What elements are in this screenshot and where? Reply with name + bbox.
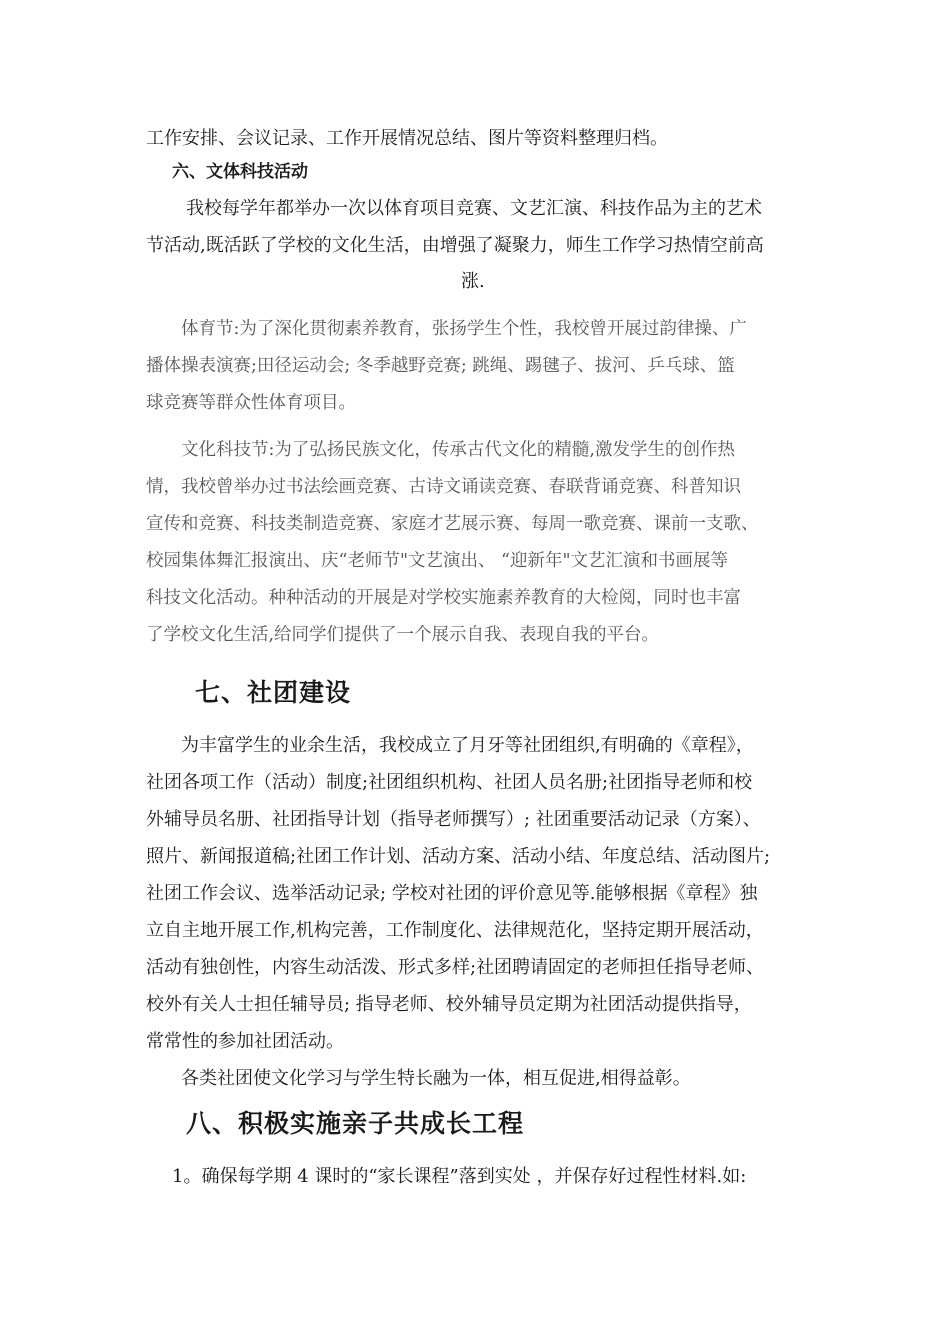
intro-line: 工作安排、会议记录、工作开展情况总结、图片等资料整理归档。 [146,128,668,149]
paragraph-line: 宣传和竞赛、科技类制造竞赛、家庭才艺展示赛、每周一歌竞赛、课前一支歌、 [146,514,759,534]
paragraph-line: 外辅导员名册、社团指导计划（指导老师撰写）; 社团重要活动记录（方案）、 [146,809,761,830]
paragraph-line: 活动有独创性，内容生动活泼、形式多样;社团聘请固定的老师担任指导老师、 [146,957,765,978]
paragraph-line: 文化科技节:为了弘扬民族文化，传承古代文化的精髓,激发学生的创作热 [181,440,735,460]
paragraph-line: 了学校文化生活,给同学们提供了一个展示自我、表现自我的平台。 [146,625,660,645]
paragraph-line: 照片、新闻报道稿;社团工作计划、活动方案、活动小结、年度总结、活动图片; [146,846,771,867]
section8-heading: 八、积极实施亲子共成长工程 [186,1109,525,1138]
paragraph-line: 社团工作会议、选举活动记录; 学校对社团的评价意见等.能够根据《章程》独 [146,883,758,904]
section7-heading: 七、社团建设 [195,678,352,707]
paragraph-line: 节活动,既活跃了学校的文化生活，由增强了凝聚力，师生工作学习热情空前高 [146,235,764,256]
paragraph-line: 我校每学年都举办一次以体育项目竞赛、文艺汇演、科技作品为主的艺术 [186,198,762,219]
paragraph-line: 立自主地开展工作,机构完善，工作制度化、法律规范化，坚持定期开展活动， [146,920,764,941]
paragraph-line: 为丰富学生的业余生活，我校成立了月牙等社团组织,有明确的《章程》， [181,735,754,756]
paragraph-line: 校园集体舞汇报演出、庆“老师节"文艺演出、 “迎新年"文艺汇演和书画展等 [146,551,729,571]
paragraph-line: 科技文化活动。种种活动的开展是对学校实施素养教育的大检阅，同时也丰富 [146,588,741,608]
paragraph-line: 校外有关人士担任辅导员; 指导老师、校外辅导员定期为社团活动提供指导， [146,994,752,1015]
paragraph-line: 球竞赛等群众性体育项目。 [146,393,356,413]
section6-heading: 六、文体科技活动 [172,162,308,182]
paragraph-line: 体育节:为了深化贯彻素养教育，张扬学生个性，我校曾开展过韵律操、广 [181,319,747,339]
paragraph-line: 涨. [461,271,485,292]
paragraph-line: 情，我校曾举办过书法绘画竞赛、古诗文诵读竞赛、春联背诵竞赛、科普知识 [146,477,741,497]
paragraph-line: 播体操表演赛;田径运动会; 冬季越野竞赛; 跳绳、踢毽子、拔河、乒乓球、篮 [146,356,735,376]
paragraph-line: 常常性的参加社团活动。 [146,1031,344,1052]
section8-item-1: 1。确保每学期 4 课时的“家长课程”落到实处 ，并保存好过程性材料.如: [172,1166,747,1187]
section7-closing-line: 各类社团使文化学习与学生特长融为一体，相互促进,相得益彰。 [181,1068,691,1089]
paragraph-line: 社团各项工作（活动）制度;社团组织机构、社团人员名册;社团指导老师和校 [146,772,753,793]
